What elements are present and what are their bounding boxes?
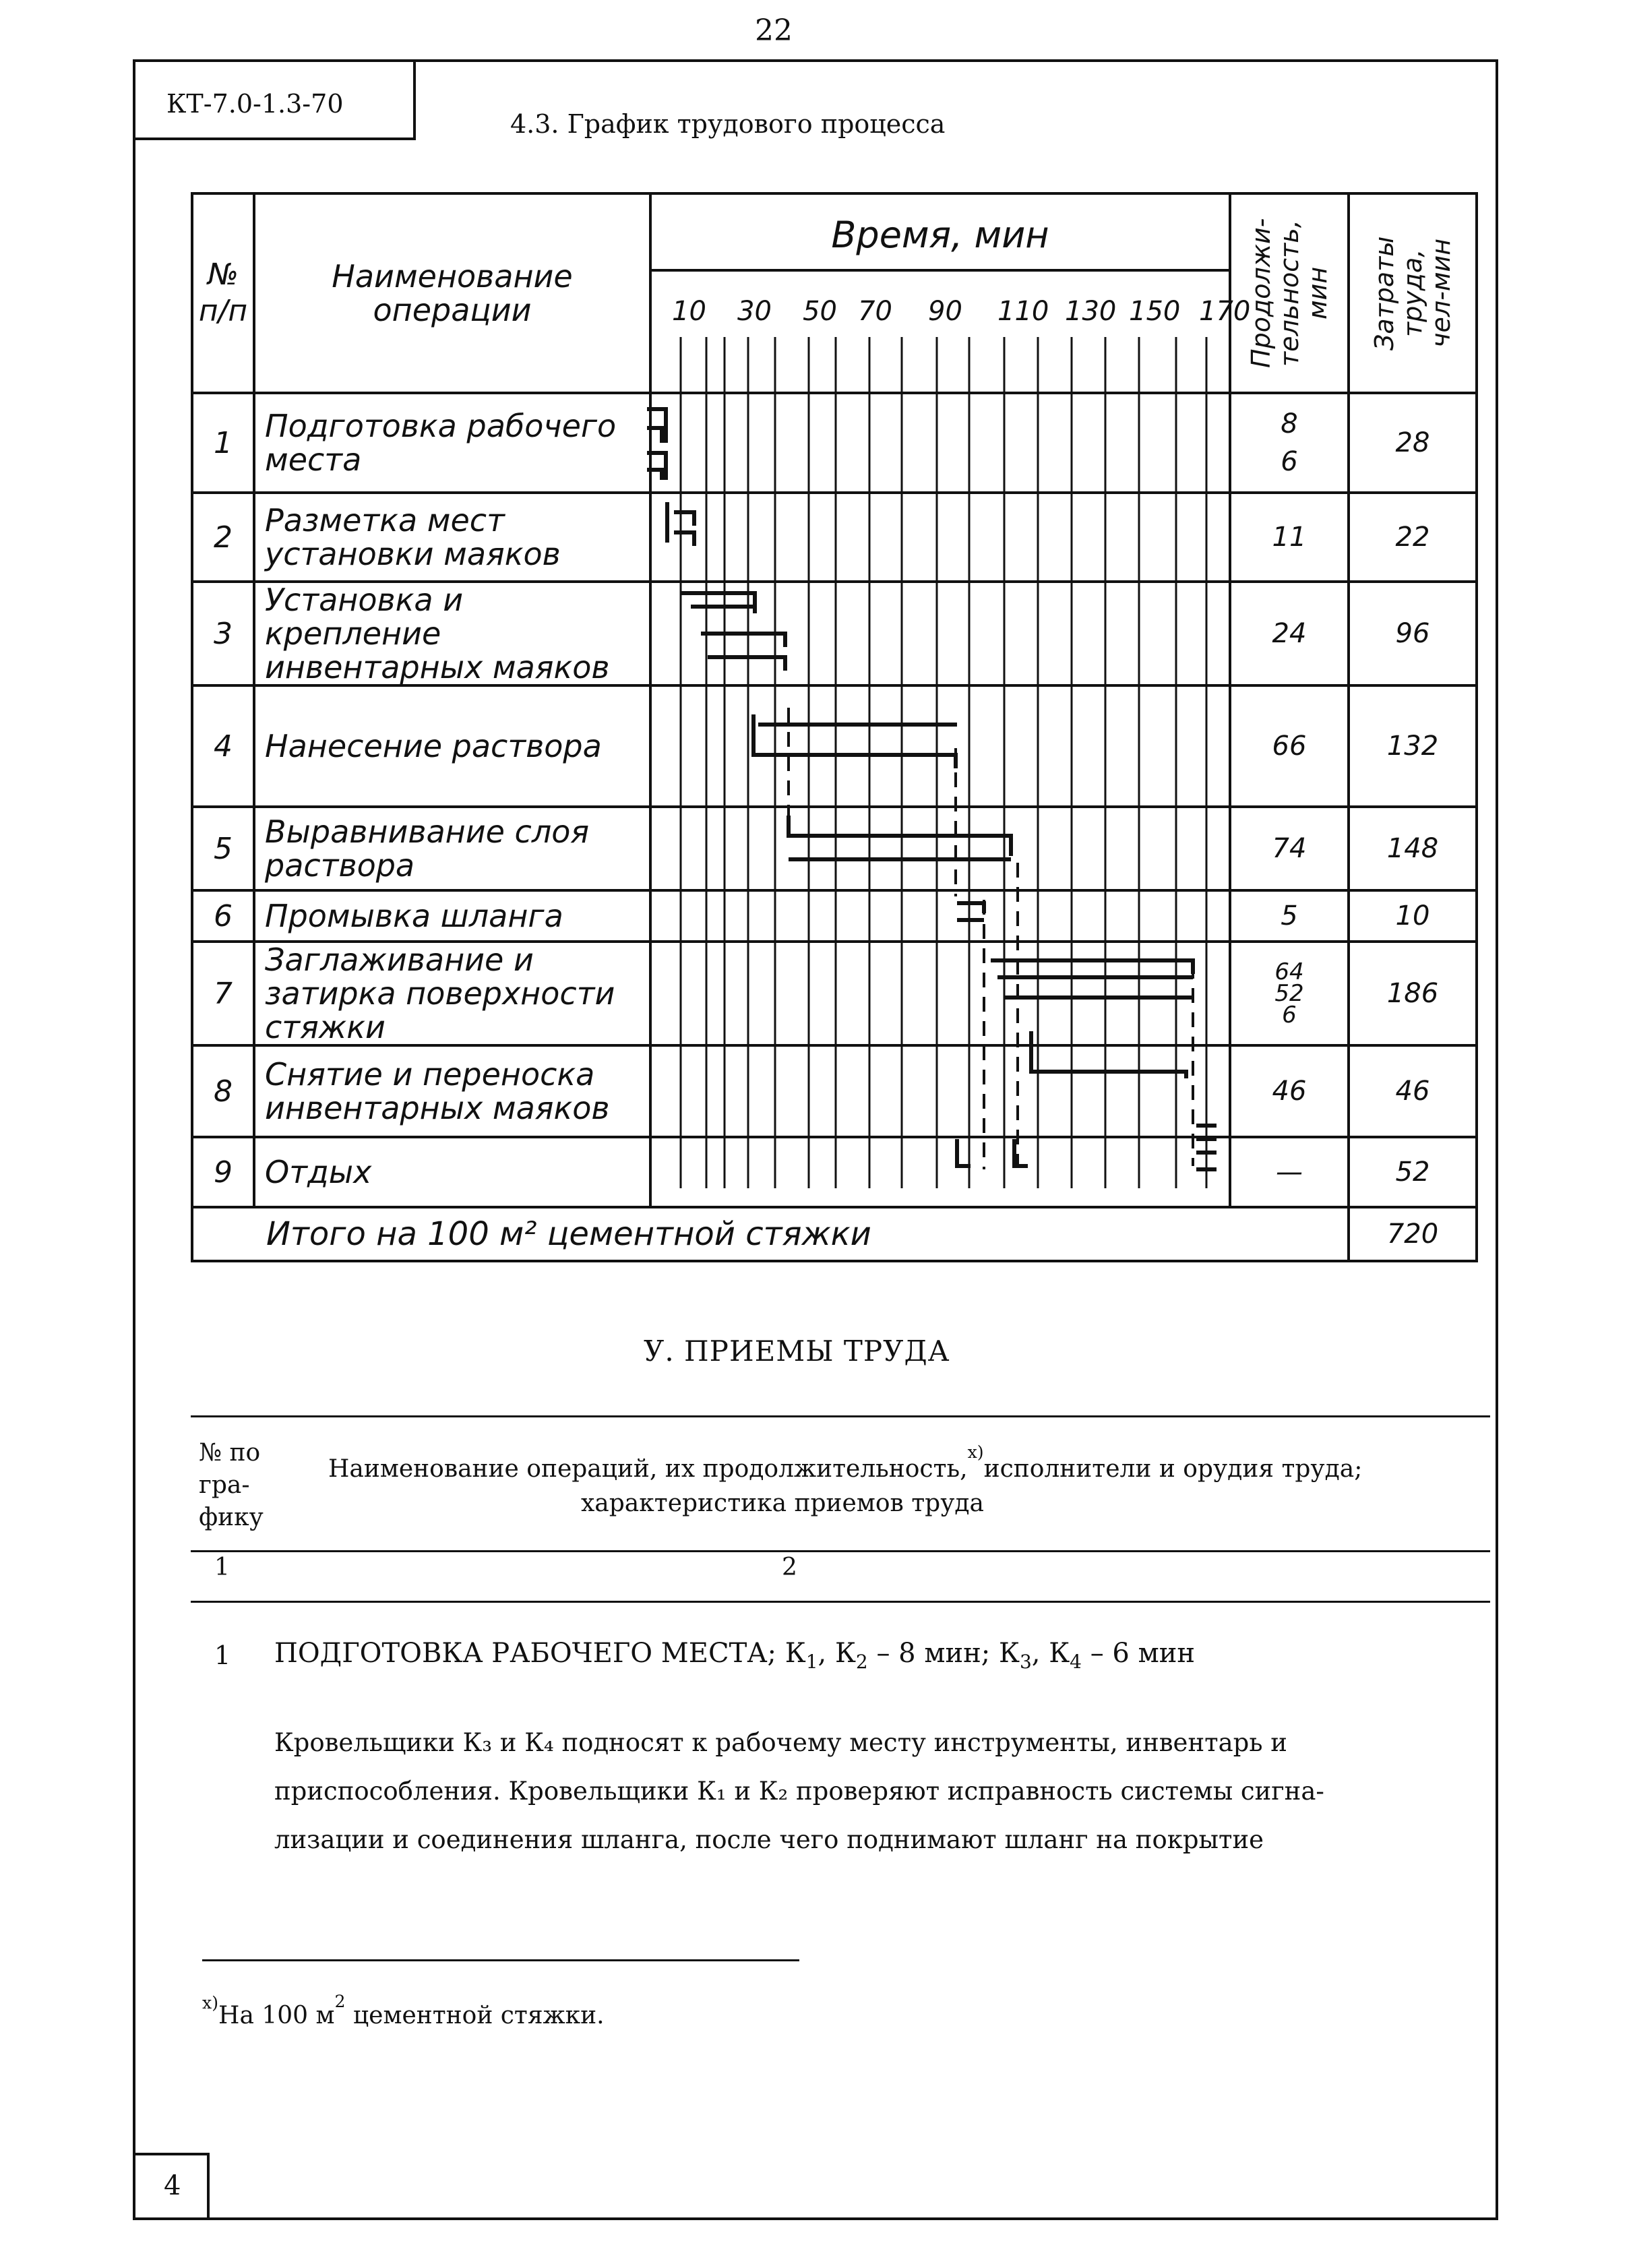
row-labor: 10 — [1349, 890, 1477, 942]
table2-col2-header-line1: Наименование операций, их продолжительность, — [328, 1455, 968, 1483]
header-operation: Наименование операции — [254, 193, 650, 393]
time-tick-label: 110 — [997, 296, 1049, 327]
footnote-text: На 100 м — [218, 2002, 335, 2029]
row-labor: 22 — [1349, 493, 1477, 582]
row-duration: — — [1230, 1137, 1349, 1207]
time-tick-label: 70 — [858, 296, 892, 327]
time-tick-label: 170 — [1199, 296, 1251, 327]
header-time-label: Время, мин — [831, 214, 1049, 256]
row-labor: 132 — [1349, 685, 1477, 807]
time-tick-label: 130 — [1065, 296, 1117, 327]
row-name: Выравнивание слоя раствора — [254, 807, 650, 890]
row-num: 9 — [192, 1137, 254, 1207]
table2-index-rule — [191, 1601, 1490, 1603]
footnote-rule — [202, 1959, 799, 1961]
row-num: 4 — [192, 685, 254, 807]
section-title: 4.3. График трудового процесса — [510, 109, 946, 139]
total-value: 720 — [1349, 1207, 1477, 1261]
time-tick-label: 10 — [672, 296, 706, 327]
table2-col2-header-line2: характеристика приемов труда — [581, 1490, 985, 1517]
row-name: Установка и крепление инвентарных маяков — [254, 582, 650, 685]
footnote-ref: х) — [967, 1442, 984, 1462]
row-name: Нанесение раствора — [254, 685, 650, 807]
entry1-body — [274, 1719, 1324, 1864]
row-duration: 66 — [1230, 685, 1349, 807]
row-duration: 11 — [1230, 493, 1349, 582]
subscript: 3 — [1019, 1651, 1032, 1673]
row-name: Промывка шланга — [254, 890, 650, 942]
header-duration-text: Продолжи- тельность, мин — [1246, 218, 1332, 369]
page-number: 22 — [755, 13, 793, 48]
table2-col2-header — [328, 1442, 1362, 1483]
row-labor: 96 — [1349, 582, 1477, 685]
entry1-heading-part: – 8 мин; К — [867, 1638, 1020, 1669]
row-labor: 186 — [1349, 942, 1477, 1045]
total-label: Итого на 100 м² цементной стяжки — [192, 1207, 1349, 1261]
footnote — [202, 1992, 605, 2029]
row-labor: 46 — [1349, 1045, 1477, 1137]
subscript: 2 — [855, 1651, 868, 1673]
time-tick-label: 150 — [1129, 296, 1181, 327]
footnote-mark: х) — [202, 1993, 219, 2013]
row-labor: 28 — [1349, 393, 1477, 493]
table2-col2-header-line1b: исполнители и орудия труда; — [983, 1455, 1363, 1483]
row-name: Подготовка рабочего места — [254, 393, 650, 493]
entry1-number: 1 — [214, 1641, 231, 1670]
row-num: 7 — [192, 942, 254, 1045]
row-labor: 148 — [1349, 807, 1477, 890]
row-duration: 64 52 6 — [1230, 942, 1349, 1045]
corner-page-number: 4 — [133, 2153, 210, 2220]
table2-top-rule — [191, 1415, 1490, 1417]
entry1-line: лизации и соединения шланга, после чего поднимают шланг на покрытие — [274, 1825, 1264, 1854]
entry1-heading-part: – 6 мин — [1081, 1638, 1196, 1669]
entry1-heading-part: , К — [818, 1638, 856, 1669]
header-labor-text: Затраты труда, чел-мин — [1370, 236, 1456, 350]
subscript: 1 — [805, 1651, 818, 1673]
time-tick-label: 50 — [803, 296, 837, 327]
row-duration: 24 — [1230, 582, 1349, 685]
row-duration: 74 — [1230, 807, 1349, 890]
footnote-text: цементной стяжки. — [345, 2002, 605, 2029]
entry1-heading — [274, 1638, 1195, 1673]
row-num: 3 — [192, 582, 254, 685]
row-duration: 46 — [1230, 1045, 1349, 1137]
row-num: 6 — [192, 890, 254, 942]
time-tick-label: 90 — [928, 296, 962, 327]
superscript: 2 — [334, 1992, 346, 2011]
entry1-line: Кровельщики К₃ и К₄ подносят к рабочему месту инструменты, инвентарь и — [274, 1728, 1287, 1757]
subscript: 4 — [1070, 1651, 1082, 1673]
entry1-heading-part: , К — [1031, 1638, 1070, 1669]
row-num: 2 — [192, 493, 254, 582]
row-name: Отдых — [254, 1137, 650, 1207]
row-num: 8 — [192, 1045, 254, 1137]
time-tick-label: 30 — [737, 296, 772, 327]
entry1-heading-part: ПОДГОТОВКА РАБОЧЕГО МЕСТА; К — [274, 1638, 806, 1669]
row-name: Снятие и переноска инвентарных маяков — [254, 1045, 650, 1137]
row-labor: 52 — [1349, 1137, 1477, 1207]
section5-title: У. ПРИЕМЫ ТРУДА — [644, 1335, 950, 1368]
entry1-line: приспособления. Кровельщики К₁ и К₂ проверяют исправность системы сигна- — [274, 1777, 1324, 1806]
table2-header-rule — [191, 1550, 1490, 1552]
table2-col2-index: 2 — [782, 1554, 797, 1581]
row-name: Заглаживание и затирка поверхности стяжки — [254, 942, 650, 1045]
table2-col1-header: № по гра- фику — [199, 1439, 264, 1531]
row-num: 1 — [192, 393, 254, 493]
row-name: Разметка мест установки маяков — [254, 493, 650, 582]
header-number: № п/п — [192, 193, 254, 393]
table2-col1-index: 1 — [214, 1554, 230, 1581]
row-duration: 8 6 — [1230, 393, 1349, 493]
document-code: КТ-7.0-1.3-70 — [166, 89, 344, 119]
row-num: 5 — [192, 807, 254, 890]
row-duration: 5 — [1230, 890, 1349, 942]
